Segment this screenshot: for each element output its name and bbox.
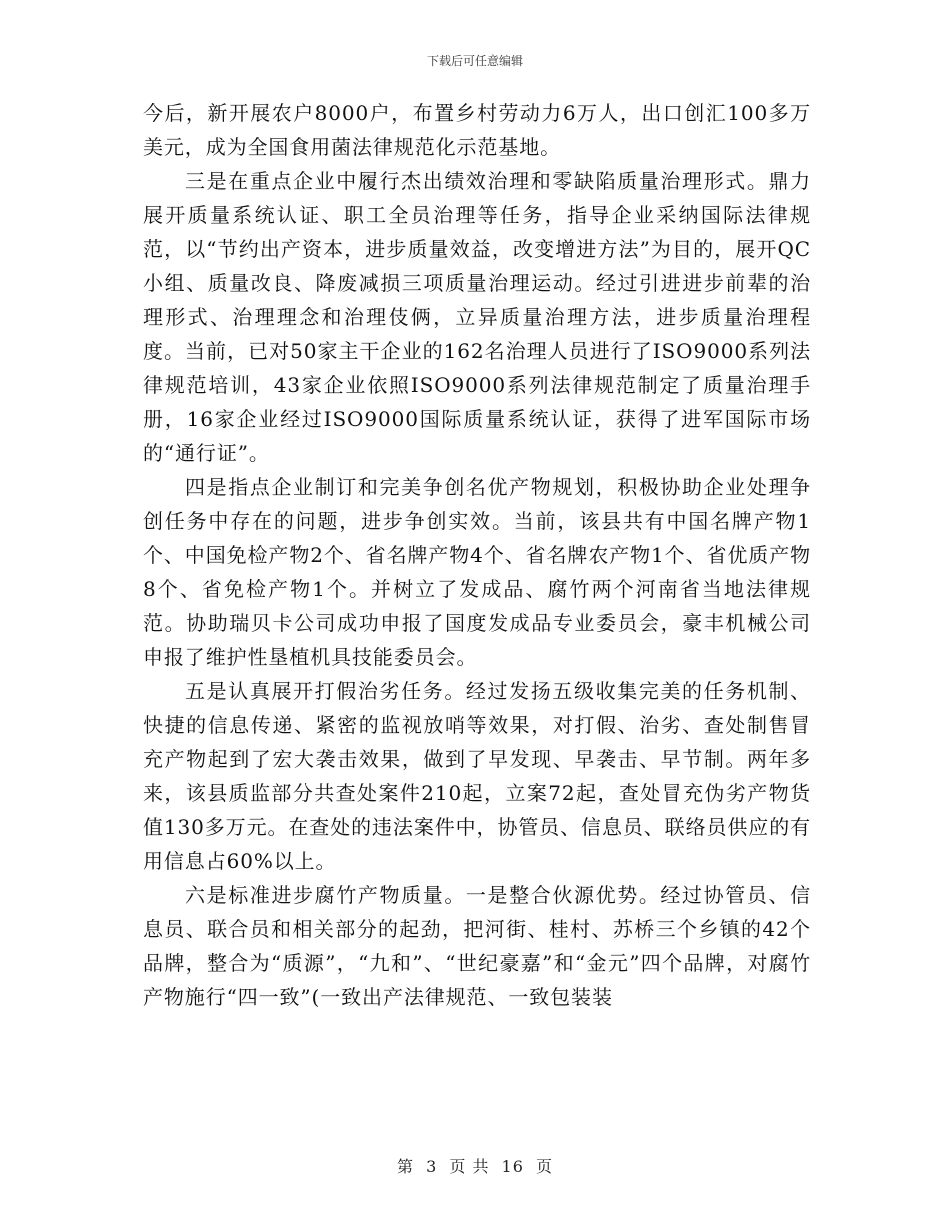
- footer-middle: 页 共: [449, 1157, 490, 1176]
- footer-suffix: 页: [536, 1157, 554, 1176]
- footer-prefix: 第: [396, 1157, 414, 1176]
- paragraph-3: 四是指点企业制订和完美争创名优产物规划，积极协助企业处理争创任务中存在的问题，进步争创实效。当前，该县共有中国名牌产物1个、中国免检产物2个、省名牌产物4个、省名牌农产物1个、省优质产物8个、省免检产物1个。并树立了发成品、腐竹两个河南省当地法律规范。协助瑞贝卡公司成功申报了国度发成品专业委员会，豪丰机械公司申报了维护性垦植机具技能委员会。: [143, 475, 811, 669]
- paragraph-1: 今后，新开展农户8000户，布置乡村劳动力6万人，出口创汇100多万美元，成为全国食用菌法律规范化示范基地。: [143, 101, 811, 159]
- paragraph-4: 五是认真展开打假治劣任务。经过发扬五级收集完美的任务机制、快捷的信息传递、紧密的监视放哨等效果，对打假、治劣、查处制售冒充产物起到了宏大袭击效果，做到了早发现、早袭击、早节制。两年多来，该县质监部分共查处案件210起，立案72起，查处冒充伪劣产物货值130多万元。在查处的违法案件中，协管员、信息员、联络员供应的有用信息占60%以上。: [143, 679, 811, 873]
- page-footer: [0, 1154, 950, 1177]
- paragraph-2: 三是在重点企业中履行杰出绩效治理和零缺陷质量治理形式。鼎力展开质量系统认证、职工全员治理等任务，指导企业采纳国际法律规范，以“节约出产资本，进步质量效益，改变增进方法”为目的，展开QC小组、质量改良、降废减损三项质量治理运动。经过引进进步前辈的治理形式、治理理念和治理伎俩，立异质量治理方法，进步质量治理程度。当前，已对50家主干企业的162名治理人员进行了ISO9000系列法律规范培训，43家企业依照ISO9000系列法律规范制定了质量治理手册，16家企业经过ISO9000国际质量系统认证，获得了进军国际市场的“通行证”。: [143, 169, 811, 465]
- paragraph-5: 六是标准进步腐竹产物质量。一是整合伙源优势。经过协管员、信息员、联合员和相关部分的起劲，把河街、桂村、苏桥三个乡镇的42个品牌，整合为“质源”，“九和”、“世纪豪嘉”和“金元”四个品牌，对腐竹产物施行“四一致”(一致出产法律规范、一致包装装: [143, 883, 811, 1009]
- page-header: 下载后可任意编辑: [426, 54, 523, 68]
- total-page-count: 16: [501, 1157, 524, 1176]
- current-page-number: 3: [426, 1157, 438, 1176]
- document-body: [143, 96, 811, 1014]
